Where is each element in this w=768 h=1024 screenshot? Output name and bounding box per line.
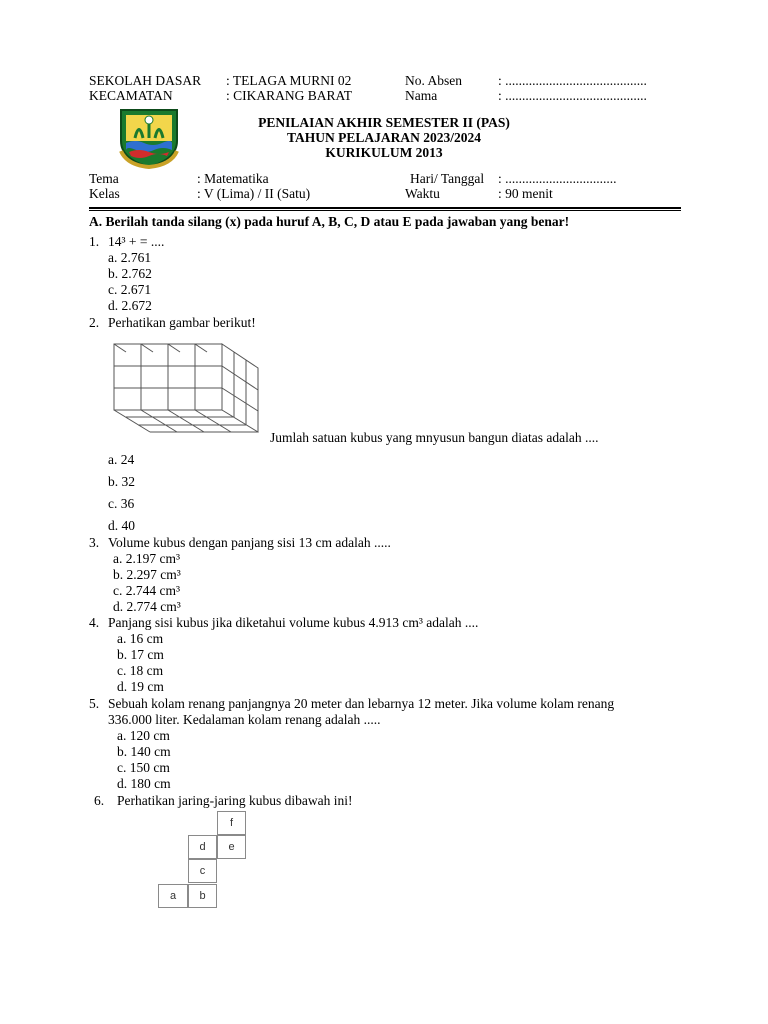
q2-option-d: d. 40 <box>108 518 135 533</box>
kelas-label: Kelas <box>89 186 120 201</box>
net-face-e: e <box>217 835 246 859</box>
name-value: : .......................................... <box>498 88 647 103</box>
absen-value: : .......................................... <box>498 73 647 88</box>
tema-value: : Matematika <box>197 171 269 186</box>
q3-option-a: a. 2.197 cm³ <box>113 551 181 566</box>
district-label: KECAMATAN <box>89 88 173 103</box>
waktu-label: Waktu <box>405 186 440 201</box>
cube-stack-figure <box>110 340 265 436</box>
q3-option-c: c. 2.744 cm³ <box>113 583 181 598</box>
section-a-instruction: A. Berilah tanda silang (x) pada huruf A, B, C, D atau E pada jawaban yang benar! <box>89 214 570 229</box>
name-label: Nama <box>405 88 438 103</box>
q2-option-c: c. 36 <box>108 496 135 511</box>
q3-number: 3. <box>89 535 100 550</box>
district-value: : CIKARANG BARAT <box>226 88 353 103</box>
school-year: TAHUN PELAJARAN 2023/2024 <box>286 130 481 145</box>
q5-option-b: b. 140 cm <box>117 744 171 759</box>
q3-option-b: b. 2.297 cm³ <box>113 567 181 582</box>
header-divider-thin <box>89 210 681 211</box>
school-value: : TELAGA MURNI 02 <box>226 73 352 88</box>
q4-option-c: c. 18 cm <box>117 663 164 678</box>
net-face-b: b <box>188 884 217 908</box>
q3-text: Volume kubus dengan panjang sisi 13 cm adalah ..... <box>108 535 391 550</box>
q1-option-b: b. 2.762 <box>108 266 152 281</box>
hari-value: : ................................. <box>498 171 617 186</box>
q5-option-a: a. 120 cm <box>117 728 170 743</box>
waktu-value: : 90 menit <box>498 186 553 201</box>
q4-text: Panjang sisi kubus jika diketahui volume kubus 4.913 cm³ adalah .... <box>108 615 479 630</box>
q6-number: 6. <box>94 793 105 808</box>
q1-text: 14³ + = .... <box>108 234 165 249</box>
q4-option-b: b. 17 cm <box>117 647 164 662</box>
q2-text: Perhatikan gambar berikut! <box>108 315 256 330</box>
q5-text-line2: 336.000 liter. Kedalaman kolam renang adalah ..... <box>108 712 381 727</box>
net-face-f: f <box>217 811 246 835</box>
q5-option-d: d. 180 cm <box>117 776 171 791</box>
tema-label: Tema <box>89 171 119 186</box>
hari-label: Hari/ Tanggal <box>410 171 485 186</box>
q4-number: 4. <box>89 615 100 630</box>
q5-text-line1: Sebuah kolam renang panjangnya 20 meter dan lebarnya 12 meter. Jika volume kolam renang <box>108 696 615 711</box>
q1-option-c: c. 2.671 <box>108 282 152 297</box>
kelas-value: : V (Lima) / II (Satu) <box>197 186 311 201</box>
net-face-a: a <box>158 884 188 908</box>
q2-option-a: a. 24 <box>108 452 135 467</box>
q5-option-c: c. 150 cm <box>117 760 170 775</box>
net-face-c: c <box>188 859 217 883</box>
q1-option-d: d. 2.672 <box>108 298 152 313</box>
q3-option-d: d. 2.774 cm³ <box>113 599 181 614</box>
q4-option-d: d. 19 cm <box>117 679 164 694</box>
net-face-d: d <box>188 835 217 859</box>
exam-title: PENILAIAN AKHIR SEMESTER II (PAS) <box>258 115 510 130</box>
absen-label: No. Absen <box>405 73 462 88</box>
q1-option-a: a. 2.761 <box>108 250 152 265</box>
school-label: SEKOLAH DASAR <box>89 73 202 88</box>
q2-number: 2. <box>89 315 100 330</box>
q2-caption: Jumlah satuan kubus yang mnyusun bangun diatas adalah .... <box>270 430 599 445</box>
q5-number: 5. <box>89 696 100 711</box>
q6-text: Perhatikan jaring-jaring kubus dibawah ini! <box>117 793 353 808</box>
q2-option-b: b. 32 <box>108 474 135 489</box>
q1-number: 1. <box>89 234 100 249</box>
header-divider-thick <box>89 207 681 209</box>
curriculum: KURIKULUM 2013 <box>325 145 443 160</box>
q4-option-a: a. 16 cm <box>117 631 164 646</box>
